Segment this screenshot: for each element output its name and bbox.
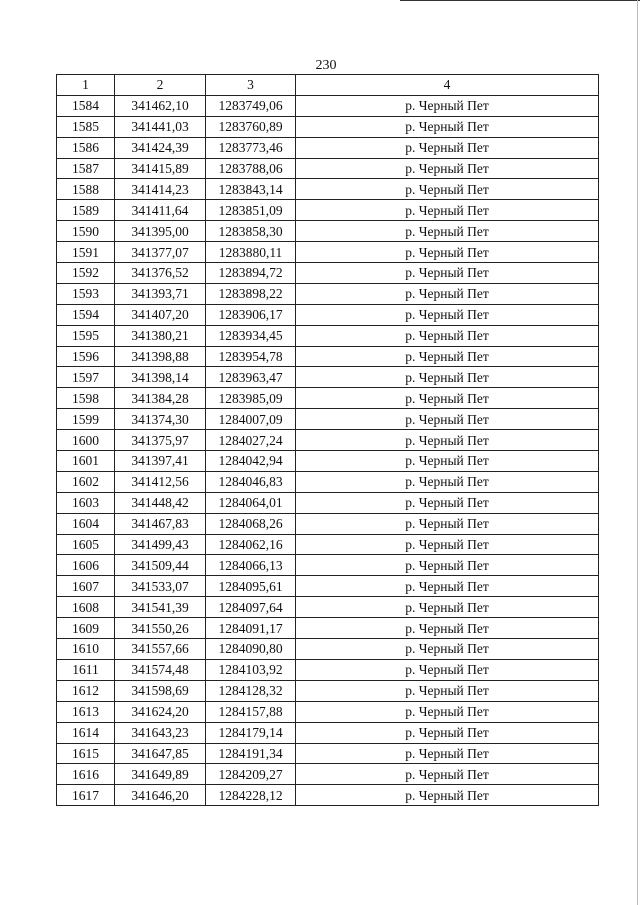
point-number-cell: 1591 — [57, 242, 115, 263]
x-coordinate-cell: 341598,69 — [115, 680, 206, 701]
x-coordinate-cell: 341395,00 — [115, 221, 206, 242]
description-cell: р. Черный Пет — [296, 179, 599, 200]
x-coordinate-cell: 341415,89 — [115, 158, 206, 179]
y-coordinate-cell: 1283760,89 — [206, 116, 296, 137]
description-cell: р. Черный Пет — [296, 95, 599, 116]
point-number-cell: 1592 — [57, 263, 115, 284]
y-coordinate-cell: 1284062,16 — [206, 534, 296, 555]
x-coordinate-cell: 341374,30 — [115, 409, 206, 430]
description-cell: р. Черный Пет — [296, 304, 599, 325]
point-number-cell: 1586 — [57, 137, 115, 158]
x-coordinate-cell: 341646,20 — [115, 785, 206, 806]
point-number-cell: 1606 — [57, 555, 115, 576]
x-coordinate-cell: 341407,20 — [115, 304, 206, 325]
y-coordinate-cell: 1284191,34 — [206, 743, 296, 764]
x-coordinate-cell: 341499,43 — [115, 534, 206, 555]
point-number-cell: 1601 — [57, 451, 115, 472]
x-coordinate-cell: 341643,23 — [115, 722, 206, 743]
point-number-cell: 1616 — [57, 764, 115, 785]
y-coordinate-cell: 1283880,11 — [206, 242, 296, 263]
table-row — [57, 555, 599, 576]
y-coordinate-cell: 1284042,94 — [206, 451, 296, 472]
page-number: 230 — [315, 58, 337, 73]
x-coordinate-cell: 341424,39 — [115, 137, 206, 158]
point-number-cell: 1611 — [57, 659, 115, 680]
table-row — [57, 158, 599, 179]
x-coordinate-cell: 341557,66 — [115, 639, 206, 660]
y-coordinate-cell: 1283788,06 — [206, 158, 296, 179]
point-number-cell: 1590 — [57, 221, 115, 242]
y-coordinate-cell: 1283851,09 — [206, 200, 296, 221]
page-edge — [637, 0, 638, 905]
description-cell: р. Черный Пет — [296, 116, 599, 137]
description-cell: р. Черный Пет — [296, 200, 599, 221]
table-row — [57, 597, 599, 618]
description-cell: р. Черный Пет — [296, 388, 599, 409]
table-row — [57, 764, 599, 785]
description-cell: р. Черный Пет — [296, 325, 599, 346]
coordinates-table — [56, 74, 599, 806]
table-row — [57, 513, 599, 534]
point-number-cell: 1610 — [57, 639, 115, 660]
point-number-cell: 1593 — [57, 283, 115, 304]
x-coordinate-cell: 341574,48 — [115, 659, 206, 680]
point-number-cell: 1595 — [57, 325, 115, 346]
description-cell: р. Черный Пет — [296, 743, 599, 764]
table-row — [57, 618, 599, 639]
scan-border-line — [400, 0, 640, 1]
column-header: 1 — [57, 75, 115, 96]
description-cell: р. Черный Пет — [296, 492, 599, 513]
y-coordinate-cell: 1284046,83 — [206, 471, 296, 492]
description-cell: р. Черный Пет — [296, 137, 599, 158]
table-row — [57, 388, 599, 409]
column-header: 2 — [115, 75, 206, 96]
x-coordinate-cell: 341412,56 — [115, 471, 206, 492]
table-row — [57, 451, 599, 472]
table-row — [57, 701, 599, 722]
x-coordinate-cell: 341398,14 — [115, 367, 206, 388]
description-cell: р. Черный Пет — [296, 451, 599, 472]
table-row — [57, 659, 599, 680]
x-coordinate-cell: 341462,10 — [115, 95, 206, 116]
y-coordinate-cell: 1283985,09 — [206, 388, 296, 409]
x-coordinate-cell: 341384,28 — [115, 388, 206, 409]
x-coordinate-cell: 341376,52 — [115, 263, 206, 284]
description-cell: р. Черный Пет — [296, 764, 599, 785]
table-row — [57, 283, 599, 304]
description-cell: р. Черный Пет — [296, 513, 599, 534]
table-row — [57, 179, 599, 200]
description-cell: р. Черный Пет — [296, 534, 599, 555]
x-coordinate-cell: 341411,64 — [115, 200, 206, 221]
y-coordinate-cell: 1283749,06 — [206, 95, 296, 116]
y-coordinate-cell: 1284091,17 — [206, 618, 296, 639]
x-coordinate-cell: 341649,89 — [115, 764, 206, 785]
point-number-cell: 1584 — [57, 95, 115, 116]
description-cell: р. Черный Пет — [296, 680, 599, 701]
table-row — [57, 346, 599, 367]
table-row — [57, 367, 599, 388]
table-row — [57, 639, 599, 660]
table-row — [57, 576, 599, 597]
y-coordinate-cell: 1284209,27 — [206, 764, 296, 785]
point-number-cell: 1587 — [57, 158, 115, 179]
description-cell: р. Черный Пет — [296, 597, 599, 618]
point-number-cell: 1599 — [57, 409, 115, 430]
y-coordinate-cell: 1283934,45 — [206, 325, 296, 346]
y-coordinate-cell: 1284157,88 — [206, 701, 296, 722]
point-number-cell: 1598 — [57, 388, 115, 409]
point-number-cell: 1617 — [57, 785, 115, 806]
column-header: 3 — [206, 75, 296, 96]
y-coordinate-cell: 1284179,14 — [206, 722, 296, 743]
point-number-cell: 1609 — [57, 618, 115, 639]
y-coordinate-cell: 1283843,14 — [206, 179, 296, 200]
table-row — [57, 430, 599, 451]
description-cell: р. Черный Пет — [296, 639, 599, 660]
table-row — [57, 534, 599, 555]
description-cell: р. Черный Пет — [296, 471, 599, 492]
x-coordinate-cell: 341397,41 — [115, 451, 206, 472]
point-number-cell: 1597 — [57, 367, 115, 388]
description-cell: р. Черный Пет — [296, 346, 599, 367]
x-coordinate-cell: 341375,97 — [115, 430, 206, 451]
y-coordinate-cell: 1283963,47 — [206, 367, 296, 388]
table-row — [57, 785, 599, 806]
y-coordinate-cell: 1283858,30 — [206, 221, 296, 242]
point-number-cell: 1607 — [57, 576, 115, 597]
coordinates-table-body — [57, 75, 599, 806]
x-coordinate-cell: 341398,88 — [115, 346, 206, 367]
y-coordinate-cell: 1284066,13 — [206, 555, 296, 576]
x-coordinate-cell: 341533,07 — [115, 576, 206, 597]
table-row — [57, 722, 599, 743]
description-cell: р. Черный Пет — [296, 701, 599, 722]
description-cell: р. Черный Пет — [296, 785, 599, 806]
y-coordinate-cell: 1284097,64 — [206, 597, 296, 618]
table-row — [57, 492, 599, 513]
point-number-cell: 1613 — [57, 701, 115, 722]
table-header-row — [57, 75, 599, 96]
y-coordinate-cell: 1283906,17 — [206, 304, 296, 325]
y-coordinate-cell: 1284027,24 — [206, 430, 296, 451]
point-number-cell: 1608 — [57, 597, 115, 618]
x-coordinate-cell: 341647,85 — [115, 743, 206, 764]
description-cell: р. Черный Пет — [296, 367, 599, 388]
point-number-cell: 1600 — [57, 430, 115, 451]
y-coordinate-cell: 1284064,01 — [206, 492, 296, 513]
y-coordinate-cell: 1283894,72 — [206, 263, 296, 284]
table-row — [57, 221, 599, 242]
x-coordinate-cell: 341541,39 — [115, 597, 206, 618]
description-cell: р. Черный Пет — [296, 409, 599, 430]
table-row — [57, 409, 599, 430]
y-coordinate-cell: 1284228,12 — [206, 785, 296, 806]
y-coordinate-cell: 1283898,22 — [206, 283, 296, 304]
point-number-cell: 1588 — [57, 179, 115, 200]
point-number-cell: 1605 — [57, 534, 115, 555]
x-coordinate-cell: 341414,23 — [115, 179, 206, 200]
point-number-cell: 1589 — [57, 200, 115, 221]
table-row — [57, 680, 599, 701]
x-coordinate-cell: 341624,20 — [115, 701, 206, 722]
y-coordinate-cell: 1283773,46 — [206, 137, 296, 158]
x-coordinate-cell: 341448,42 — [115, 492, 206, 513]
description-cell: р. Черный Пет — [296, 158, 599, 179]
table-row — [57, 200, 599, 221]
y-coordinate-cell: 1284095,61 — [206, 576, 296, 597]
description-cell: р. Черный Пет — [296, 659, 599, 680]
point-number-cell: 1614 — [57, 722, 115, 743]
column-header: 4 — [296, 75, 599, 96]
y-coordinate-cell: 1283954,78 — [206, 346, 296, 367]
table-row — [57, 263, 599, 284]
point-number-cell: 1602 — [57, 471, 115, 492]
table-row — [57, 471, 599, 492]
table-row — [57, 137, 599, 158]
x-coordinate-cell: 341550,26 — [115, 618, 206, 639]
x-coordinate-cell: 341380,21 — [115, 325, 206, 346]
point-number-cell: 1603 — [57, 492, 115, 513]
y-coordinate-cell: 1284007,09 — [206, 409, 296, 430]
x-coordinate-cell: 341377,07 — [115, 242, 206, 263]
point-number-cell: 1604 — [57, 513, 115, 534]
point-number-cell: 1615 — [57, 743, 115, 764]
description-cell: р. Черный Пет — [296, 576, 599, 597]
description-cell: р. Черный Пет — [296, 430, 599, 451]
description-cell: р. Черный Пет — [296, 618, 599, 639]
y-coordinate-cell: 1284090,80 — [206, 639, 296, 660]
table-row — [57, 242, 599, 263]
table-row — [57, 95, 599, 116]
table-row — [57, 325, 599, 346]
table-row — [57, 304, 599, 325]
table-row — [57, 116, 599, 137]
point-number-cell: 1612 — [57, 680, 115, 701]
y-coordinate-cell: 1284103,92 — [206, 659, 296, 680]
point-number-cell: 1596 — [57, 346, 115, 367]
description-cell: р. Черный Пет — [296, 722, 599, 743]
y-coordinate-cell: 1284128,32 — [206, 680, 296, 701]
table-row — [57, 743, 599, 764]
point-number-cell: 1594 — [57, 304, 115, 325]
description-cell: р. Черный Пет — [296, 221, 599, 242]
x-coordinate-cell: 341509,44 — [115, 555, 206, 576]
description-cell: р. Черный Пет — [296, 283, 599, 304]
x-coordinate-cell: 341393,71 — [115, 283, 206, 304]
description-cell: р. Черный Пет — [296, 555, 599, 576]
x-coordinate-cell: 341441,03 — [115, 116, 206, 137]
point-number-cell: 1585 — [57, 116, 115, 137]
x-coordinate-cell: 341467,83 — [115, 513, 206, 534]
description-cell: р. Черный Пет — [296, 242, 599, 263]
y-coordinate-cell: 1284068,26 — [206, 513, 296, 534]
description-cell: р. Черный Пет — [296, 263, 599, 284]
